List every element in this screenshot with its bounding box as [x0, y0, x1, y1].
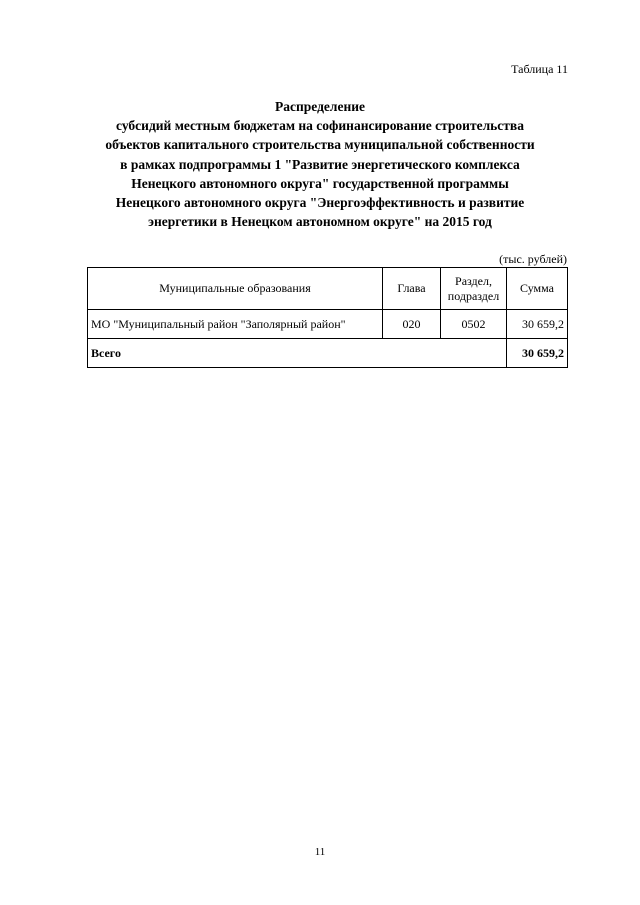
total-sum: 30 659,2: [507, 339, 568, 368]
header-sum: Сумма: [507, 268, 568, 310]
cell-municipality: МО "Муниципальный район "Заполярный район": [88, 310, 383, 339]
title-line: субсидий местным бюджетам на софинансирование строительства: [116, 118, 524, 134]
title-line: Распределение: [274, 99, 366, 114]
total-label: Всего: [88, 339, 507, 368]
title-line: объектов капитального строительства муниципальной собственности: [105, 137, 535, 153]
cell-sum: 30 659,2: [507, 310, 568, 339]
document-title: [60, 97, 580, 231]
cell-chapter: 020: [383, 310, 441, 339]
table-row: [88, 310, 568, 339]
table-number-label: Таблица 11: [511, 62, 568, 76]
title-line: энергетики в Ненецком автономном округе" на 2015 год: [148, 214, 492, 230]
title-line: Ненецкого автономного округа "Энергоэффективность и развитие: [115, 195, 525, 211]
title-line: в рамках подпрограммы 1 "Развитие энергетического комплекса: [120, 156, 520, 172]
header-section-line2: подраздел: [447, 288, 500, 303]
total-row: [88, 339, 568, 368]
units-note: (тыс. рублей): [499, 252, 567, 266]
table-header-row: [88, 268, 568, 310]
cell-section: 0502: [441, 310, 507, 339]
header-chapter: Глава: [383, 268, 441, 310]
title-line: Ненецкого автономного округа" государственной программы: [131, 175, 509, 191]
subsidy-distribution-table: [87, 267, 568, 368]
header-municipalities: Муниципальные образования: [88, 268, 383, 310]
header-section: [441, 268, 507, 310]
header-section-line1: Раздел,: [455, 273, 492, 288]
page-number: 11: [314, 846, 326, 858]
